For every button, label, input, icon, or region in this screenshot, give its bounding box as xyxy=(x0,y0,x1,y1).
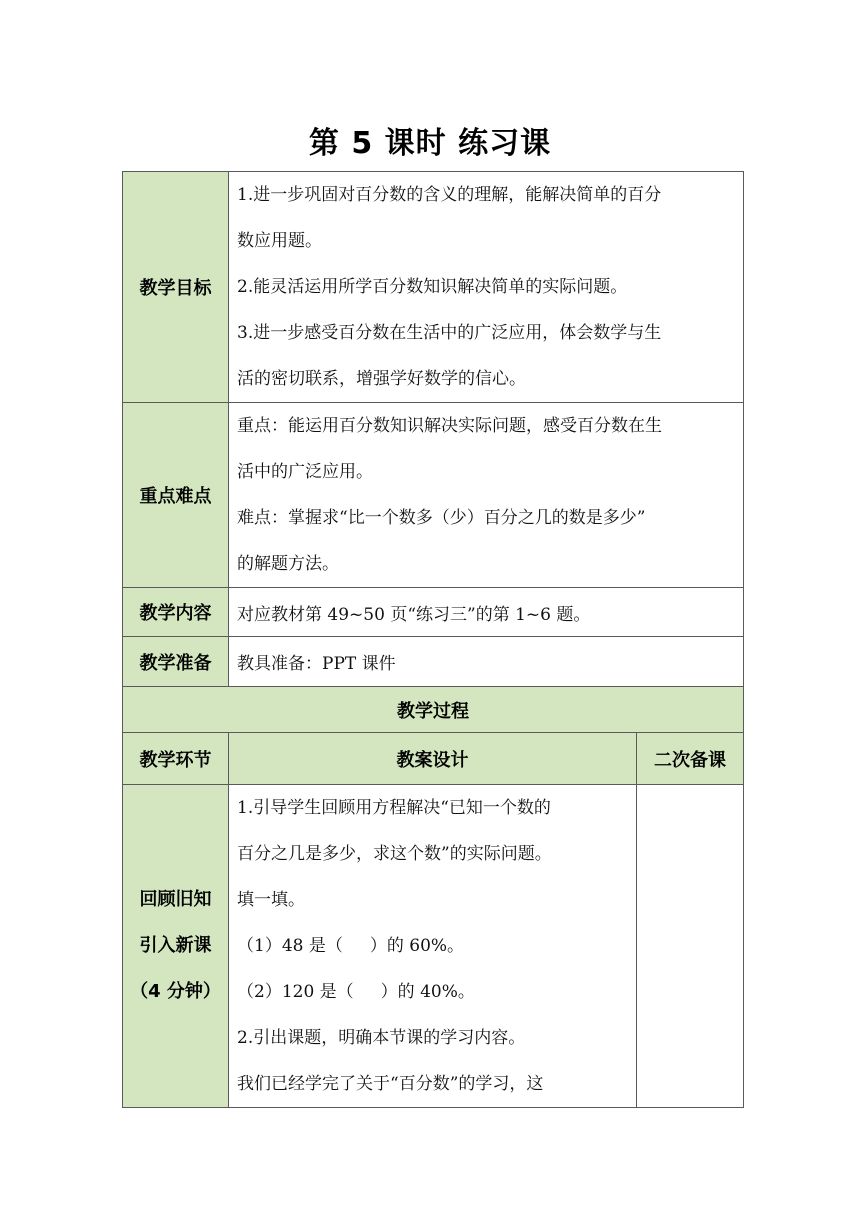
review-line-3: 填一填。 xyxy=(237,890,305,910)
review-line-5: （2）120 是（ ）的 40%。 xyxy=(237,982,475,1002)
key-points-content xyxy=(229,403,744,588)
content-text: 对应教材第 49~50 页“练习三”的第 1~6 题。 xyxy=(229,588,744,637)
preparation-row xyxy=(123,637,744,687)
review-secondary-notes xyxy=(637,785,744,1108)
objectives-content xyxy=(229,172,744,403)
key-point-line-1: 重点：能运用百分数知识解决实际问题，感受百分数在生 xyxy=(237,416,662,436)
objective-line-2: 数应用题。 xyxy=(237,231,322,251)
process-label: 教学过程 xyxy=(123,687,744,733)
review-row xyxy=(123,785,744,1108)
page-title: 第 5 课时 练习课 xyxy=(308,126,552,161)
objective-line-4: 3.进一步感受百分数在生活中的广泛应用，体会数学与生 xyxy=(237,323,662,343)
objectives-label: 教学目标 xyxy=(123,172,229,403)
process-row xyxy=(123,687,744,733)
preparation-label: 教学准备 xyxy=(123,637,229,687)
review-line-7: 我们已经学完了关于“百分数”的学习，这 xyxy=(237,1074,544,1094)
review-content xyxy=(229,785,637,1108)
preparation-text: 教具准备：PPT 课件 xyxy=(229,637,744,687)
review-line-4: （1）48 是（ ）的 60%。 xyxy=(237,936,465,956)
objective-line-3: 2.能灵活运用所学百分数知识解决简单的实际问题。 xyxy=(237,277,628,297)
design-column-header: 教案设计 xyxy=(229,733,637,785)
content-row xyxy=(123,588,744,637)
key-point-line-4: 的解题方法。 xyxy=(237,554,339,574)
key-point-line-3: 难点：掌握求“比一个数多（少）百分之几的数是多少” xyxy=(237,508,646,528)
secondary-column-header: 二次备课 xyxy=(637,733,744,785)
objective-line-5: 活的密切联系，增强学好数学的信心。 xyxy=(237,369,526,389)
review-label-line-3: （4 分钟） xyxy=(130,981,221,1002)
column-header-row xyxy=(123,733,744,785)
key-point-line-2: 活中的广泛应用。 xyxy=(237,462,373,482)
objective-line-1: 1.进一步巩固对百分数的含义的理解，能解决简单的百分 xyxy=(237,185,662,205)
key-points-row xyxy=(123,403,744,588)
lesson-plan-table xyxy=(122,171,744,1108)
stage-column-header: 教学环节 xyxy=(123,733,229,785)
objectives-row xyxy=(123,172,744,403)
review-label-line-2: 引入新课 xyxy=(139,935,212,956)
review-label xyxy=(123,785,229,1108)
key-points-label: 重点难点 xyxy=(123,403,229,588)
content-label: 教学内容 xyxy=(123,588,229,637)
review-label-line-1: 回顾旧知 xyxy=(139,889,212,910)
review-line-2: 百分之几是多少，求这个数”的实际问题。 xyxy=(237,844,552,864)
review-line-6: 2.引出课题，明确本节课的学习内容。 xyxy=(237,1028,526,1048)
review-line-1: 1.引导学生回顾用方程解决“已知一个数的 xyxy=(237,798,551,818)
